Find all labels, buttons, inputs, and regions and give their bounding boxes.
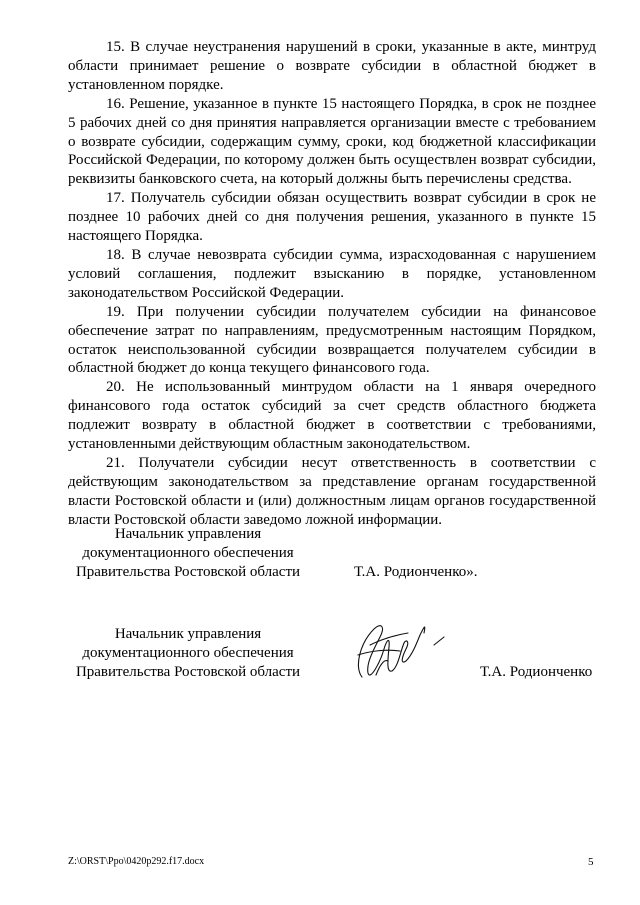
- paragraph-16: 16. Решение, указанное в пункте 15 настоящего Порядка, в срок не позднее 5 рабочих дней со дня принятия направляется организации вместе с требованием о возврате субсидии, содержащим сумму, сроки, код бюджетной классификации Российской Федерации, по которому должен быть осуществлен возврат субсидии, реквизиты банковского счета, на который должны быть перечислены средства.: [68, 95, 596, 188]
- paragraph-20: 20. Не использованный минтрудом области на 1 января очередного финансового года остаток субсидий за счет средств областного бюджета подлежит возврату в областной бюджет в соответствии с требованиями, установленными действующим областным законодательством.: [68, 379, 596, 453]
- paragraph-19: 19. При получении субсидии получателем субсидии на финансовое обеспечение затрат по направлениям, предусмотренным настоящим Порядком, остаток неиспользованной субсидии возвращается получателем субсидии в областной бюджет до конца текущего финансового года.: [68, 303, 596, 377]
- signatory-title-line: Начальник управления: [114, 526, 262, 542]
- page-number: 5: [588, 856, 594, 868]
- signatory-title-line: Правительства Ростовской области: [75, 564, 301, 580]
- paragraph-18: 18. В случае невозврата субсидии сумма, израсходованная с нарушением условий соглашения, подлежит взысканию в порядке, установленном законодательством Российской Федерации.: [68, 246, 596, 301]
- signatory-title: [68, 525, 308, 582]
- signatory-title: [68, 625, 308, 682]
- footer-file-path: Z:\ORST\Ppo\0420p292.f17.docx: [68, 856, 205, 867]
- paragraph-17: 17. Получатель субсидии обязан осуществить возврат субсидии в срок не позднее 10 рабочих дней со дня получения решения, указанного в пункте 15 настоящего Порядка.: [68, 190, 596, 245]
- signatory-title-line: Начальник управления: [114, 626, 262, 642]
- signatory-title-line: документационного обеспечения: [82, 645, 294, 661]
- paragraph-15: 15. В случае неустранения нарушений в сроки, указанные в акте, минтруд области принимает решение о возврате субсидии в областной бюджет в установленном порядке.: [68, 39, 596, 93]
- signatory-name: Т.А. Родионченко».: [354, 564, 478, 580]
- signatory-title-line: документационного обеспечения: [82, 545, 294, 561]
- signature-block-quoted: [68, 525, 596, 585]
- body-text: [68, 38, 596, 530]
- handwritten-signature: [340, 615, 450, 690]
- signature-block-final: [68, 625, 596, 685]
- signatory-title-line: Правительства Ростовской области: [75, 664, 301, 680]
- paragraph-21: 21. Получатели субсидии несут ответственность в соответствии с действующим законодательством за представление органам государственной власти Ростовской области и (или) должностным лицам органов государственной власти Ростовской области заведомо ложной информации.: [68, 454, 596, 528]
- signatory-name: Т.А. Родионченко: [480, 664, 593, 680]
